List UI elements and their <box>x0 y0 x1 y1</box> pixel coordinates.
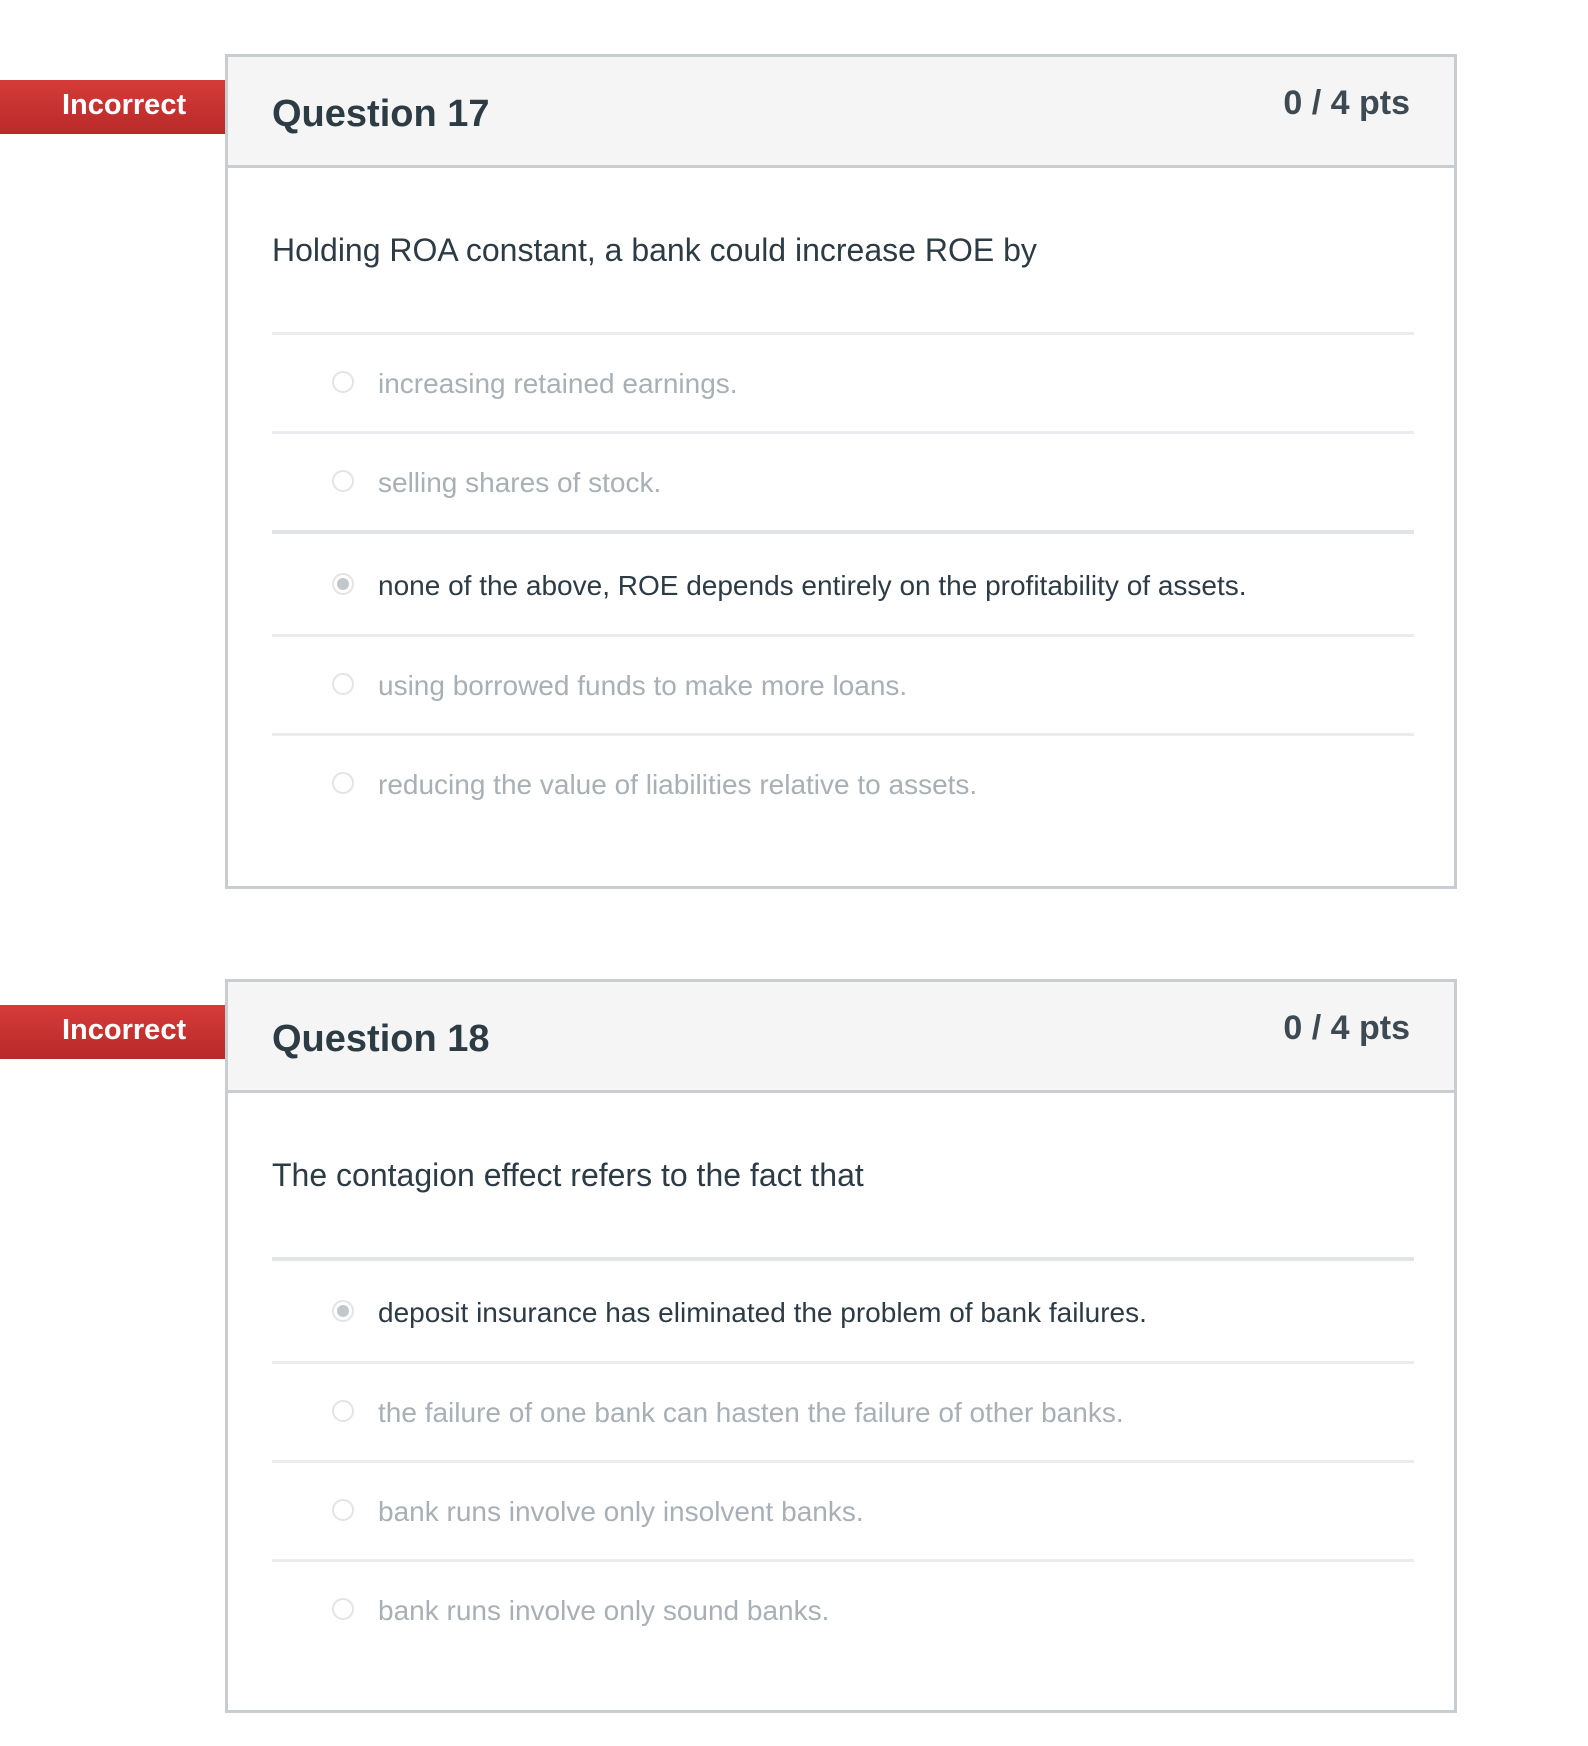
answer-label: none of the above, ROE depends entirely on the profitability of assets. <box>378 570 1247 601</box>
answer-option[interactable] <box>272 332 1414 431</box>
answer-label: increasing retained earnings. <box>378 368 738 399</box>
answer-option[interactable] <box>272 1361 1414 1460</box>
question-header <box>228 57 1454 168</box>
question-header <box>228 982 1454 1093</box>
radio-button[interactable] <box>332 772 354 794</box>
answer-label: the failure of one bank can hasten the failure of other banks. <box>378 1397 1124 1428</box>
radio-button[interactable] <box>332 371 354 393</box>
answer-option[interactable] <box>272 634 1414 733</box>
answer-list <box>272 332 1414 832</box>
answer-label: selling shares of stock. <box>378 467 662 498</box>
question-text: Holding ROA constant, a bank could increase ROE by <box>272 232 1037 268</box>
incorrect-flag <box>0 80 261 134</box>
answer-list <box>272 1257 1414 1658</box>
question-card <box>225 54 1457 889</box>
question-title: Question 17 <box>272 93 490 135</box>
radio-button-checked[interactable] <box>332 573 354 595</box>
question-text: The contagion effect refers to the fact that <box>272 1157 864 1193</box>
radio-button[interactable] <box>332 673 354 695</box>
answer-option[interactable] <box>272 1559 1414 1658</box>
question-card <box>225 979 1457 1713</box>
answer-label: deposit insurance has eliminated the problem of bank failures. <box>378 1297 1147 1328</box>
answer-option[interactable] <box>272 733 1414 832</box>
radio-button-checked[interactable] <box>332 1300 354 1322</box>
answer-option-selected[interactable] <box>272 1257 1414 1361</box>
answer-label: using borrowed funds to make more loans. <box>378 670 908 701</box>
radio-button[interactable] <box>332 1598 354 1620</box>
question-points: 0 / 4 pts <box>1283 1009 1410 1047</box>
incorrect-flag <box>0 1005 261 1059</box>
answer-option[interactable] <box>272 431 1414 530</box>
answer-option[interactable] <box>272 1460 1414 1559</box>
answer-option-selected[interactable] <box>272 530 1414 634</box>
radio-button[interactable] <box>332 1400 354 1422</box>
radio-button[interactable] <box>332 1499 354 1521</box>
answer-label: bank runs involve only insolvent banks. <box>378 1496 864 1527</box>
flag-label: Incorrect <box>62 89 187 121</box>
question-title: Question 18 <box>272 1018 490 1060</box>
radio-button[interactable] <box>332 470 354 492</box>
answer-label: reducing the value of liabilities relative to assets. <box>378 769 978 800</box>
question-points: 0 / 4 pts <box>1283 84 1410 122</box>
flag-label: Incorrect <box>62 1014 187 1046</box>
answer-label: bank runs involve only sound banks. <box>378 1595 830 1626</box>
